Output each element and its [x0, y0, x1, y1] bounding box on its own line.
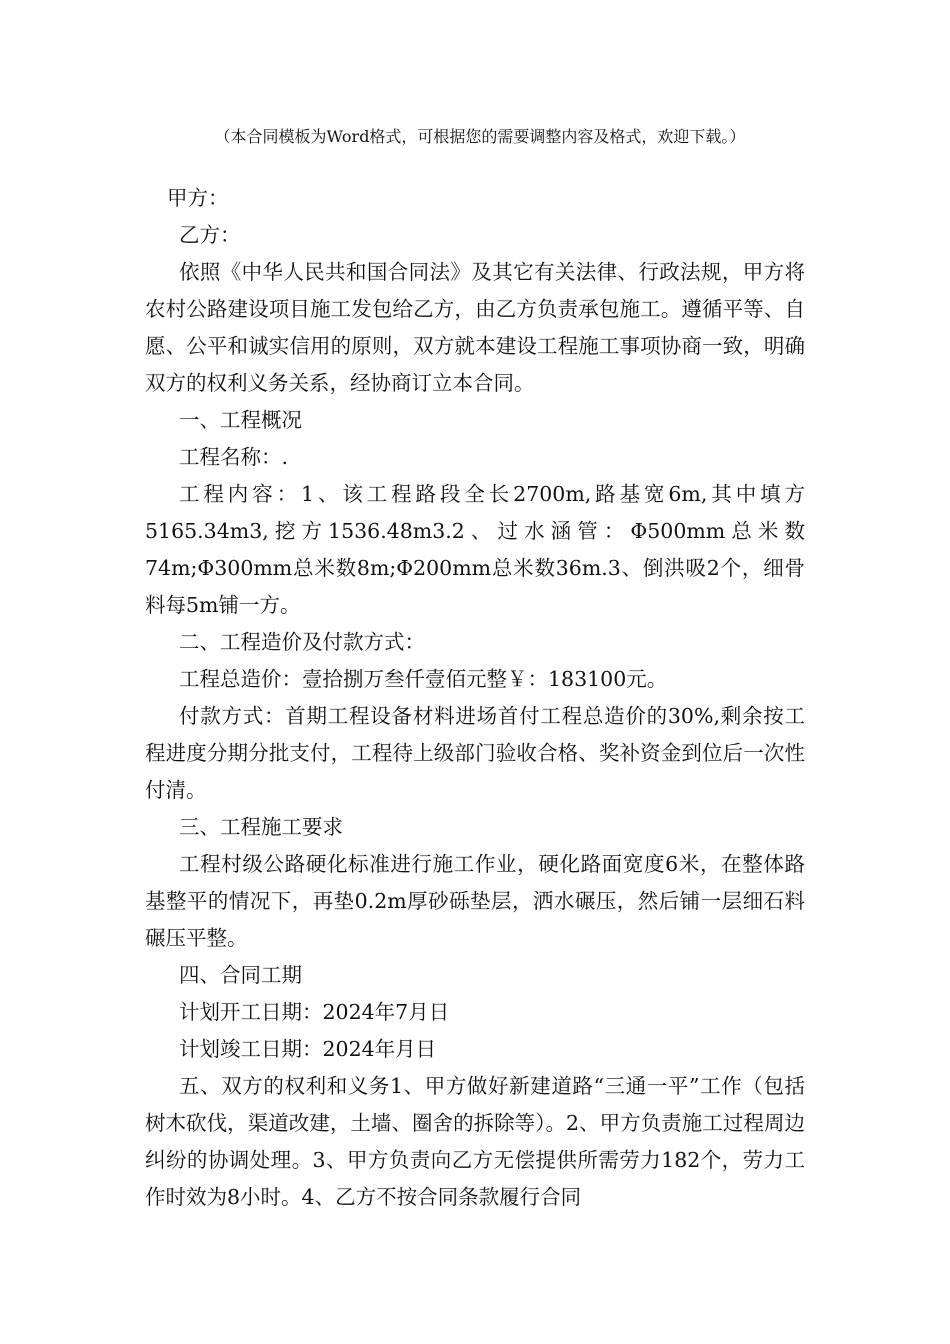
start-date-line: 计划开工日期：2024年7月日: [179, 1000, 450, 1024]
completion-date-line: 计划竣工日期：2024年月日: [179, 1037, 437, 1061]
party-b-line: 乙方：: [179, 223, 241, 247]
party-a-line: 甲方：: [167, 186, 229, 210]
preamble-paragraph: 依照《中华人民共和国合同法》及其它有关法律、行政法规，甲方将农村公路建设项目施工发包给乙方，由乙方负责承包施工。遵循平等、自愿、公平和诚实信用的原则，双方就本建设工程施工事项协商一致，明确双方的权利义务关系，经协商订立本合同。: [145, 260, 805, 395]
section-heading-overview: 一、工程概况: [179, 408, 302, 432]
project-name-line: 工程名称：.: [179, 445, 289, 469]
rights-obligations-paragraph: 五、双方的权利和义务1、甲方做好新建道路“三通一平”工作（包括树木砍伐，渠道改建，土墙、圈舍的拆除等）。2、甲方负责施工过程周边纠纷的协调处理。3、甲方负责向乙方无偿提供所需劳力182个，劳力工作时效为8小时。4、乙方不按合同条款履行合同: [145, 1074, 805, 1209]
project-content-paragraph: 工程内容：1、该工程路段全长2700m,路基宽6m,其中填方5165.34m3,挖方1536.48m3.2、过水涵管：Φ500mm总米数74m;Φ300mm总米数8m;Φ200mm总米数36m.3、倒洪吸2个，细骨料每5m铺一方。: [145, 482, 805, 617]
contract-body: [145, 180, 805, 1216]
template-note: （本合同模板为Word格式，可根据您的需要调整内容及格式，欢迎下载。）: [214, 127, 746, 146]
total-cost-line: 工程总造价：壹拾捌万叁仟壹佰元整￥：183100元。: [179, 667, 668, 691]
section-heading-requirements: 三、工程施工要求: [179, 815, 343, 839]
section-heading-schedule: 四、合同工期: [179, 963, 302, 987]
requirements-paragraph: 工程村级公路硬化标准进行施工作业，硬化路面宽度6米，在整体路基整平的情况下，再垫0.2m厚砂砾垫层，洒水碾压，然后铺一层细石料碾压平整。: [145, 852, 805, 950]
payment-method-paragraph: 付款方式：首期工程设备材料进场首付工程总造价的30%,剩余按工程进度分期分批支付，工程待上级部门验收合格、奖补资金到位后一次性付清。: [145, 704, 805, 802]
section-heading-cost: 二、工程造价及付款方式：: [179, 630, 425, 654]
